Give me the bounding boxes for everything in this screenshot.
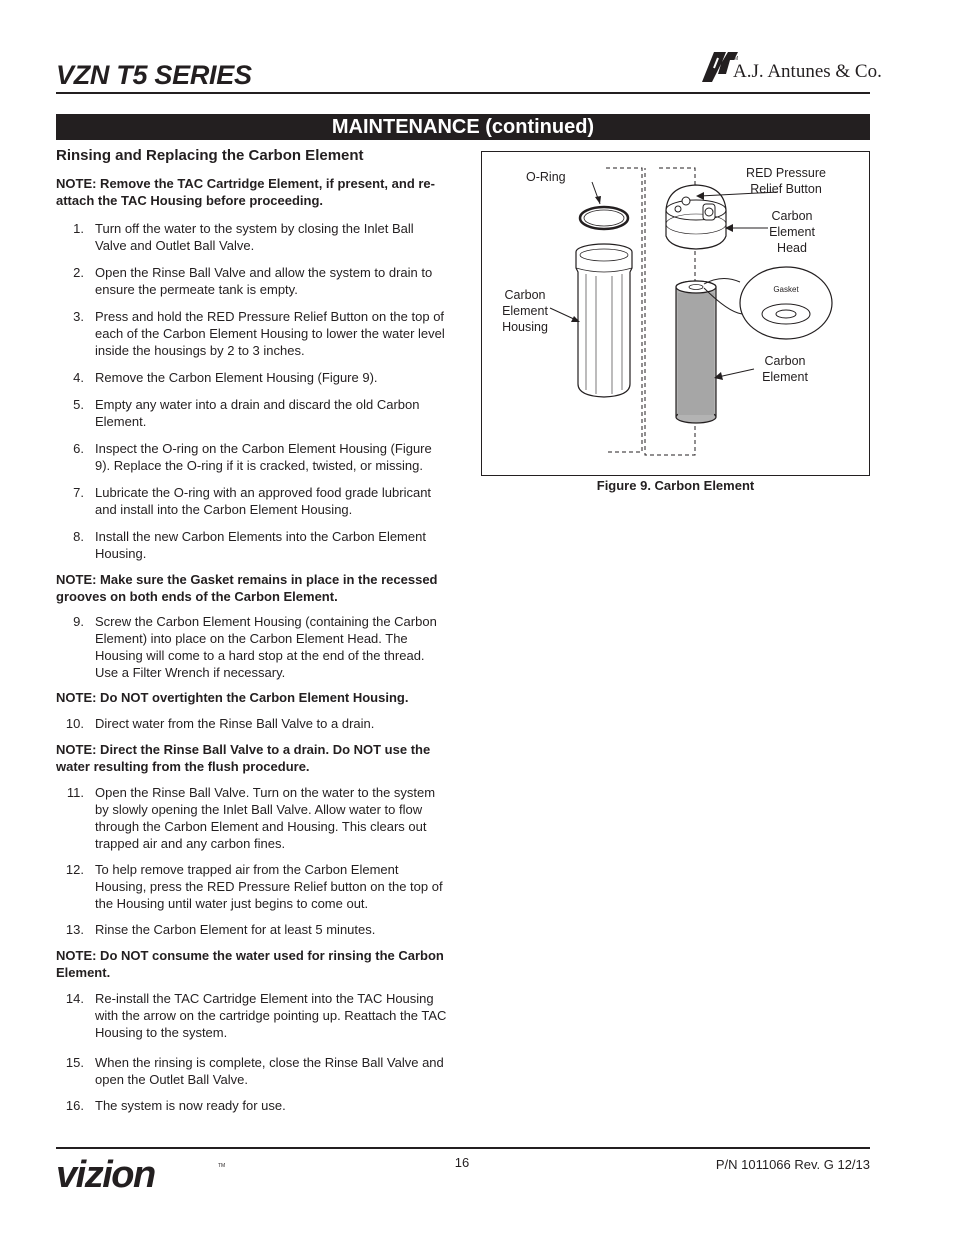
steps-list-a <box>56 220 448 562</box>
step-item <box>56 715 448 732</box>
steps-list-e <box>56 990 448 1114</box>
step-text: Press and hold the RED Pressure Relief Button on the top of each of the Carbon Element Housing to lower the water level inside the housings by 2 to 3 inches. <box>95 309 445 358</box>
step-text: Empty any water into a drain and discard the old Carbon Element. <box>95 397 420 429</box>
brand-name: A.J. Antunes & Co. <box>733 61 882 82</box>
step-text: Turn off the water to the system by closing the Inlet Ball Valve and Outlet Ball Valve. <box>95 221 414 253</box>
label-o-ring: O-Ring <box>526 170 566 184</box>
svg-text:TM: TM <box>218 1163 226 1169</box>
label-head-line3: Head <box>777 241 807 255</box>
brand-logo <box>700 44 882 92</box>
step-text: Remove the Carbon Element Housing (Figure 9). <box>95 370 378 385</box>
note-do-not-consume: NOTE: Do NOT consume the water used for rinsing the Carbon Element. <box>56 948 444 980</box>
step-item <box>56 264 448 298</box>
steps-list-b <box>56 613 448 681</box>
step-text: Direct water from the Rinse Ball Valve to a drain. <box>95 716 375 731</box>
step-text: Open the Rinse Ball Valve. Turn on the water to the system by slowly opening the Inlet Ball Valve. Allow water to flow through the Carbon Element and Housing. This clears out trapped air and any carbon fines. <box>95 785 436 851</box>
step-item <box>56 861 448 912</box>
step-text: The system is now ready for use. <box>95 1098 286 1113</box>
label-head-line1: Carbon <box>771 209 813 223</box>
brand-trademark: TM <box>731 56 739 62</box>
step-text: Screw the Carbon Element Housing (containing the Carbon Element) into place on the Carbon Element Head. The Housing will come to a hard stop at the end of the thread. Use a Filter Wrench if necessary. <box>95 614 437 680</box>
step-number: 7. <box>73 485 84 500</box>
step-number: 9. <box>73 614 84 629</box>
step-number: 6. <box>73 441 84 456</box>
step-item <box>56 784 448 852</box>
step-number: 5. <box>73 397 84 412</box>
label-housing-line3: Housing <box>502 320 548 334</box>
label-element-line1: Carbon <box>764 354 806 368</box>
step-item <box>56 613 448 681</box>
steps-list-c <box>56 715 448 732</box>
step-item <box>56 921 448 938</box>
series-title: VZN T5 SERIES <box>56 60 252 90</box>
step-number: 11. <box>66 785 84 800</box>
label-carbon-element <box>756 353 814 385</box>
step-text: Inspect the O-ring on the Carbon Element Housing (Figure 9). Replace the O-ring if it is cracked, twisted, or missing. <box>95 441 432 473</box>
step-text: When the rinsing is complete, close the Rinse Ball Valve and open the Outlet Ball Valve. <box>95 1055 444 1087</box>
label-carbon-element-housing <box>498 287 552 335</box>
step-text: Rinse the Carbon Element for at least 5 minutes. <box>95 922 376 937</box>
step-number: 2. <box>73 265 84 280</box>
step-text: Lubricate the O-ring with an approved food grade lubricant and install into the Carbon Element Housing. <box>95 485 432 517</box>
step-number: 10. <box>65 716 84 731</box>
step-number: 8. <box>73 529 84 544</box>
label-housing-line1: Carbon <box>504 288 546 302</box>
steps-list-d <box>56 784 448 938</box>
step-item <box>56 308 448 359</box>
step-text: Install the new Carbon Elements into the Carbon Element Housing. <box>95 529 426 561</box>
part-number: P/N 1011066 Rev. G 12/13 <box>715 1157 870 1172</box>
step-text: To help remove trapped air from the Carbon Element Housing, press the RED Pressure Relief button on the top of the Housing until water just begins to come out. <box>95 862 443 911</box>
header-rule <box>56 92 870 94</box>
label-red-pressure-line1: RED Pressure <box>746 166 826 180</box>
step-item <box>56 220 448 254</box>
label-housing-line2: Element <box>502 304 548 318</box>
step-item <box>56 396 448 430</box>
note-gasket: NOTE: Make sure the Gasket remains in place in the recessed grooves on both ends of the Carbon Element. <box>56 572 438 604</box>
vizion-logo <box>56 1157 231 1193</box>
step-item <box>56 1054 448 1088</box>
step-item <box>56 440 448 474</box>
step-number: 13. <box>65 922 84 937</box>
step-number: 4. <box>73 370 84 385</box>
step-number: 3. <box>73 309 84 324</box>
figure-carbon-element <box>481 151 870 476</box>
label-carbon-element-head <box>766 208 818 256</box>
step-item <box>56 1097 448 1114</box>
step-number: 16. <box>65 1098 84 1113</box>
section-title: MAINTENANCE (continued) <box>56 114 870 140</box>
step-item <box>56 369 448 386</box>
note-overtighten: NOTE: Do NOT overtighten the Carbon Element Housing. <box>56 690 409 705</box>
step-text: Open the Rinse Ball Valve and allow the system to drain to ensure the permeate tank is empty. <box>95 265 433 297</box>
subheading: Rinsing and Replacing the Carbon Element <box>56 147 364 164</box>
step-item <box>56 484 448 518</box>
step-number: 1. <box>73 221 84 236</box>
instructions-column <box>56 147 448 1114</box>
step-number: 12. <box>65 862 84 877</box>
figure-caption: Figure 9. Carbon Element <box>596 478 755 493</box>
label-red-pressure-relief <box>740 165 832 197</box>
label-head-line2: Element <box>769 225 815 239</box>
note-remove-tac: NOTE: Remove the TAC Cartridge Element, if present, and re-attach the TAC Housing before proceeding. <box>56 176 435 208</box>
label-gasket: Gasket <box>773 285 799 294</box>
footer-rule <box>56 1147 870 1149</box>
step-text: Re-install the TAC Cartridge Element into the TAC Housing with the arrow on the cartridge pointing up. Reattach the TAC Housing to the system. <box>95 991 447 1040</box>
note-drain: NOTE: Direct the Rinse Ball Valve to a drain. Do NOT use the water resulting from the flush procedure. <box>56 742 431 774</box>
step-number: 14. <box>65 991 84 1006</box>
label-element-line2: Element <box>762 370 808 384</box>
step-number: 15. <box>65 1055 84 1070</box>
label-red-pressure-line2: Relief Button <box>750 182 822 196</box>
page-number: 16 <box>454 1155 470 1170</box>
step-item <box>56 528 448 562</box>
step-item <box>56 990 448 1041</box>
footer-logo-text: vizion <box>56 1157 155 1193</box>
